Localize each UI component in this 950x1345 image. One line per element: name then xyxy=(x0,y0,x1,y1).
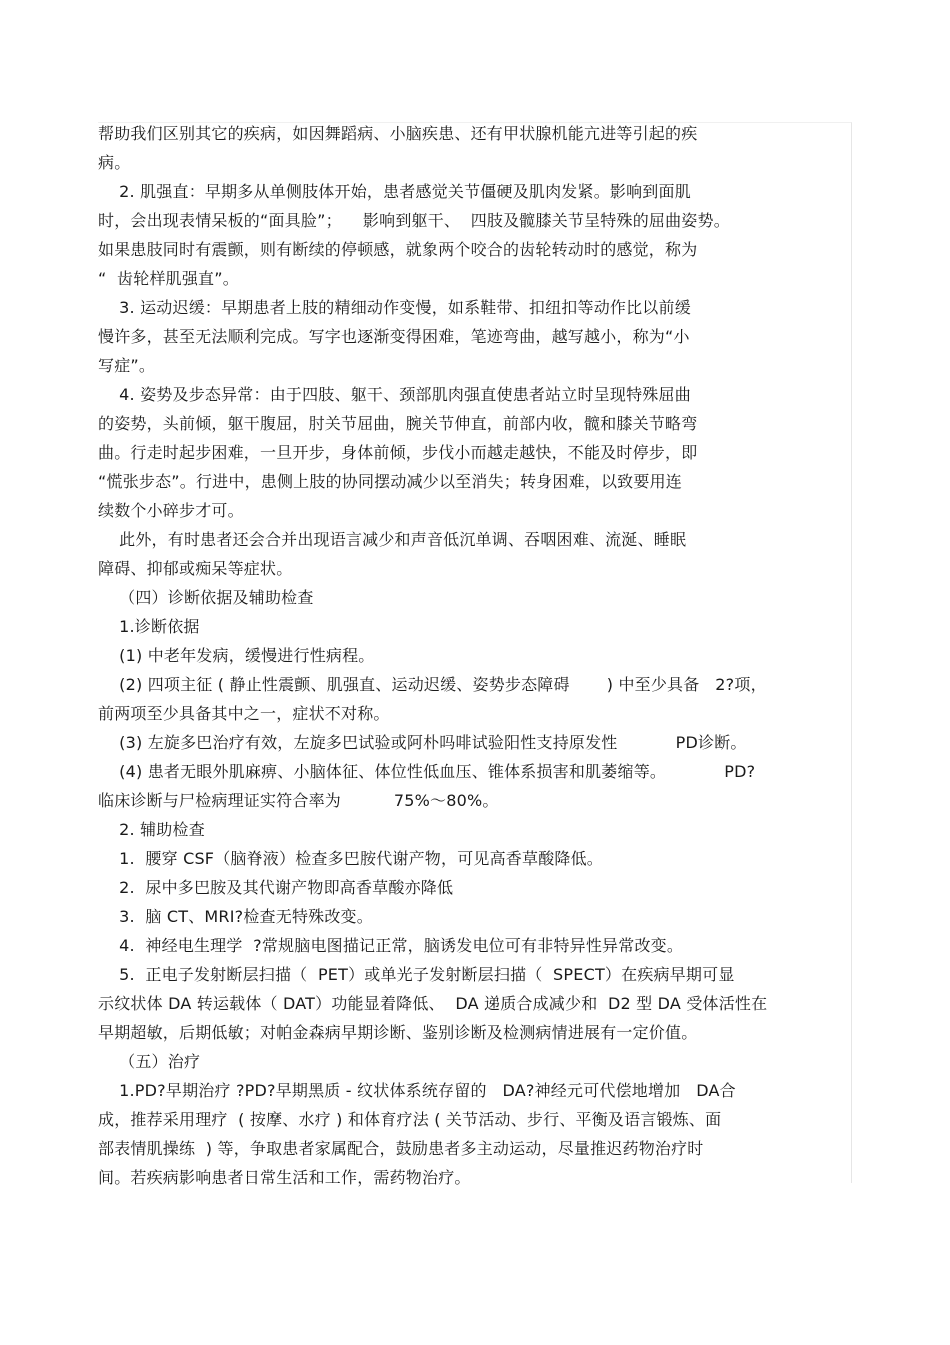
text-line: 曲。行走时起步困难，一旦开步，身体前倾，步伐小而越走越快，不能及时停步，即 xyxy=(98,443,698,462)
text-line: 2. 尿中多巴胺及其代谢产物即高香草酸亦降低 xyxy=(98,878,454,897)
text-line: 3. 脑 CT、MRI?检查无特殊改变。 xyxy=(98,907,373,926)
text-line: 如果患肢同时有震颤，则有断续的停顿感，就象两个咬合的齿轮转动时的感觉，称为 xyxy=(98,240,698,259)
text-line: “ 齿轮样肌强直”。 xyxy=(98,269,239,288)
text-line: 病。 xyxy=(98,153,131,172)
text-line: 示纹状体 DA 转运载体（ DAT）功能显着降低、 DA 递质合成减少和 D2 型 DA 受体活性在 xyxy=(98,994,768,1013)
text-line: 2. 肌强直：早期多从单侧肢体开始，患者感觉关节僵硬及肌肉发紧。影响到面肌 xyxy=(98,182,691,201)
text-line: 帮助我们区别其它的疾病，如因舞蹈病、小脑疾患、还有甲状腺机能亢进等引起的疾 xyxy=(98,124,698,143)
text-line: 时，会出现表情呆板的“面具脸”； 影响到躯干、 四肢及髋膝关节呈特殊的屈曲姿势。 xyxy=(98,211,730,230)
text-line: 1.PD?早期治疗 ?PD?早期黑质 - 纹状体系统存留的 DA?神经元可代偿地增加 DA合 xyxy=(98,1081,736,1100)
text-line: 3. 运动迟缓：早期患者上肢的精细动作变慢，如系鞋带、扣纽扣等动作比以前缓 xyxy=(98,298,691,317)
text-line: 成，推荐采用理疗 ( 按摩、水疗 ) 和体育疗法 ( 关节活动、步行、平衡及语言锻炼、面 xyxy=(98,1110,722,1129)
text-line: 的姿势，头前倾，躯干腹屈，肘关节屈曲，腕关节伸直，前部内收，髋和膝关节略弯 xyxy=(98,414,698,433)
text-line: 写症”。 xyxy=(98,356,156,375)
text-line: 1. 腰穿 CSF（脑脊液）检查多巴胺代谢产物，可见高香草酸降低。 xyxy=(98,849,603,868)
text-line: (2) 四项主征 ( 静止性震颤、肌强直、运动迟缓、姿势步态障碍 ) 中至少具备 2?项， xyxy=(98,675,767,694)
text-line: （四）诊断依据及辅助检查 xyxy=(98,588,314,607)
text-line: (4) 患者无眼外肌麻痹、小脑体征、体位性低血压、锥体系损害和肌萎缩等。 PD? xyxy=(98,762,756,781)
text-line: （五）治疗 xyxy=(98,1052,201,1071)
text-line: 前两项至少具备其中之一，症状不对称。 xyxy=(98,704,390,723)
text-line: 障碍、抑郁或痴呆等症状。 xyxy=(98,559,293,578)
text-line: (3) 左旋多巴治疗有效，左旋多巴试验或阿朴吗啡试验阳性支持原发性 PD诊断。 xyxy=(98,733,747,752)
text-line: 部表情肌操练 ) 等，争取患者家属配合，鼓励患者多主动运动，尽量推迟药物治疗时 xyxy=(98,1139,704,1158)
text-line: 1.诊断依据 xyxy=(98,617,200,636)
text-line: 此外，有时患者还会合并出现语言减少和声音低沉单调、吞咽困难、流涎、睡眠 xyxy=(98,530,687,549)
text-line: 早期超敏，后期低敏；对帕金森病早期诊断、鉴别诊断及检测病情进展有一定价值。 xyxy=(98,1023,698,1042)
text-line: 临床诊断与尸检病理证实符合率为 75%～80%。 xyxy=(98,791,499,810)
text-line: 续数个小碎步才可。 xyxy=(98,501,244,520)
text-line: 4. 神经电生理学 ?常规脑电图描记正常，脑诱发电位可有非特异性异常改变。 xyxy=(98,936,684,955)
text-line: 4. 姿势及步态异常：由于四肢、躯干、颈部肌肉强直使患者站立时呈现特殊屈曲 xyxy=(98,385,691,404)
text-line: 间。若疾病影响患者日常生活和工作，需药物治疗。 xyxy=(98,1168,471,1187)
text-line: 2. 辅助检查 xyxy=(98,820,205,839)
text-line: (1) 中老年发病，缓慢进行性病程。 xyxy=(98,646,375,665)
text-line: 慢许多，甚至无法顺利完成。写字也逐渐变得困难，笔迹弯曲，越写越小，称为“小 xyxy=(98,327,690,346)
text-line: “慌张步态”。行进中，患侧上肢的协同摆动减少以至消失；转身困难，以致要用连 xyxy=(98,472,682,491)
text-line: 5. 正电子发射断层扫描（ PET）或单光子发射断层扫描（ SPECT）在疾病早期可显 xyxy=(98,965,735,984)
